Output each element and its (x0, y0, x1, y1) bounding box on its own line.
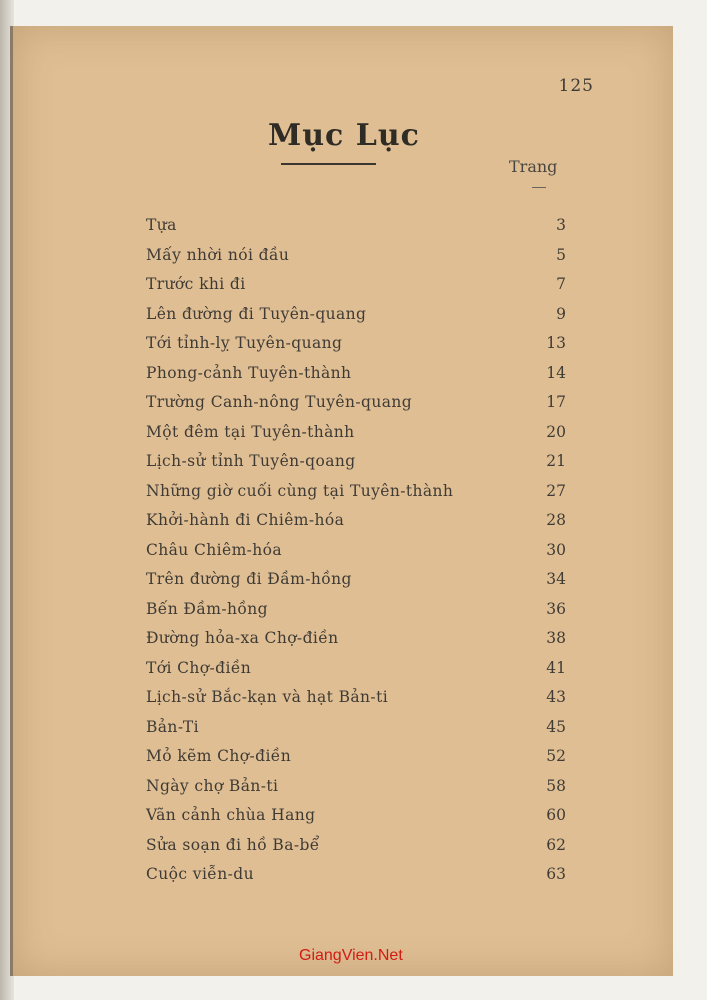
toc-entry-page: 9 (556, 304, 566, 323)
toc-entry-page: 38 (546, 629, 566, 647)
toc-entry (146, 216, 566, 246)
toc-entry-page: 14 (546, 363, 566, 382)
toc-entry-title: Lịch-sử tỉnh Tuyên-qoang (146, 452, 356, 470)
toc-entry-title: Cuộc viễn-du (146, 865, 254, 883)
toc-entry (146, 718, 566, 748)
toc-entry-title: Trên đường đi Đầm-hồng (146, 570, 352, 588)
toc-entry (146, 275, 566, 305)
toc-entry (146, 364, 566, 394)
toc-entry (146, 688, 566, 718)
toc-entry (146, 482, 566, 512)
toc-entry (146, 452, 566, 482)
toc-entry (146, 570, 566, 600)
toc-entry-page: 36 (546, 599, 566, 618)
toc-entry-title: Khởi-hành đi Chiêm-hóa (146, 511, 345, 529)
column-header-dash (532, 187, 546, 188)
toc-entry-title: Lên đường đi Tuyên-quang (146, 304, 367, 323)
toc-entry-title: Châu Chiêm-hóa (146, 540, 283, 559)
toc-entry (146, 334, 566, 364)
toc-entry-title: Vãn cảnh chùa Hang (146, 806, 316, 824)
toc-entry-title: Tới tỉnh-lỵ Tuyên-quang (146, 334, 343, 352)
toc-entry-page: 28 (546, 511, 566, 529)
toc-entry-title: Trước khi đi (146, 275, 246, 293)
page-column-header: Trang (509, 157, 558, 176)
table-of-contents (146, 216, 566, 895)
toc-entry (146, 777, 566, 807)
toc-entry-page: 17 (546, 393, 566, 411)
toc-entry-page: 60 (546, 806, 566, 824)
toc-entry-title: Tới Chợ-điền (146, 658, 252, 677)
toc-entry-page: 30 (546, 540, 566, 559)
toc-entry-title: Bến Đầm-hồng (146, 599, 268, 618)
toc-entry-title: Tựa (146, 216, 177, 234)
toc-entry (146, 423, 566, 453)
toc-entry-title: Phong-cảnh Tuyên-thành (146, 363, 352, 382)
toc-entry-page: 43 (546, 688, 566, 706)
toc-entry (146, 511, 566, 541)
toc-entry-title: Bản-Ti (146, 717, 199, 736)
toc-entry-title: Sửa soạn đi hồ Ba-bể (146, 835, 320, 854)
toc-entry-page: 58 (546, 776, 566, 795)
watermark-text: GiangVien.Net (299, 947, 403, 964)
toc-entry-title: Những giờ cuối cùng tại Tuyên-thành (146, 481, 454, 500)
toc-entry-page: 20 (546, 422, 566, 441)
toc-entry-title: Một đêm tại Tuyên-thành (146, 422, 355, 441)
toc-entry-title: Lịch-sử Bắc-kạn và hạt Bản-ti (146, 688, 389, 706)
toc-entry-title: Đường hỏa-xa Chợ-điền (146, 629, 339, 647)
toc-entry-title: Mấy nhời nói đầu (146, 245, 290, 264)
toc-entry (146, 393, 566, 423)
toc-entry (146, 541, 566, 571)
title-underline (281, 163, 376, 165)
toc-entry-page: 41 (546, 658, 566, 677)
toc-entry-page: 3 (556, 216, 566, 234)
toc-entry-page: 5 (556, 245, 566, 264)
toc-entry (146, 659, 566, 689)
toc-entry (146, 305, 566, 335)
toc-entry-title: Ngày chợ Bản-ti (146, 776, 279, 795)
toc-entry-page: 7 (556, 275, 566, 293)
toc-entry-page: 21 (546, 452, 566, 470)
toc-entry (146, 600, 566, 630)
toc-entry (146, 806, 566, 836)
toc-entry-page: 62 (546, 835, 566, 854)
toc-entry-page: 13 (546, 334, 566, 352)
toc-entry-title: Trường Canh-nông Tuyên-quang (146, 393, 413, 411)
toc-entry (146, 836, 566, 866)
toc-entry-page: 45 (546, 717, 566, 736)
toc-entry (146, 865, 566, 895)
toc-entry-page: 34 (546, 570, 566, 588)
toc-entry-page: 27 (546, 481, 566, 500)
toc-entry (146, 747, 566, 777)
toc-entry (146, 629, 566, 659)
page-number: 125 (558, 76, 594, 96)
page-title: Mục Lục (268, 118, 420, 153)
toc-entry-page: 63 (546, 865, 566, 883)
toc-entry (146, 246, 566, 276)
toc-entry-title: Mỏ kẽm Chợ-điền (146, 747, 292, 765)
toc-entry-page: 52 (546, 747, 566, 765)
